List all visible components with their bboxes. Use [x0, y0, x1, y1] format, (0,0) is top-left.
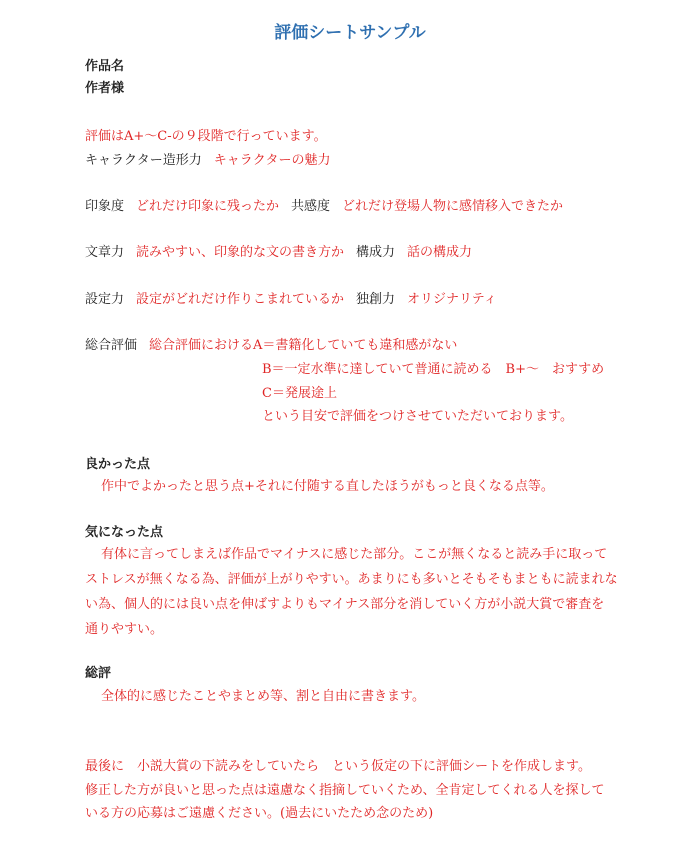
- author-label: 作者様: [85, 81, 125, 96]
- criterion-description: 設定がどれだけ作りこまれているか: [136, 292, 345, 307]
- closing-line: 最後に 小説大賞の下読みをしていたら という仮定の下に評価シートを作成します。: [85, 759, 591, 774]
- concerns-line: ストレスが無くなる為、評価が上がりやすい。あまりにも多いとそもそもまともに読まれな: [85, 572, 618, 587]
- criterion-row-setting-originality: [85, 291, 497, 309]
- page-title: 評価シートサンプル: [274, 23, 426, 43]
- concerns-line: い為、個人的には良い点を伸ばすよりもマイナス部分を消していく方が小説大賞で審査を: [85, 597, 605, 612]
- good-points-heading: 良かった点: [85, 457, 151, 472]
- criterion-label: 独創力: [356, 292, 396, 307]
- overall-label: 総合評価: [85, 338, 138, 353]
- criterion-label: 文章力: [85, 245, 125, 260]
- good-points-text: 作中でよかったと思う点+それに付随する直したほうがもっと良くなる点等。: [101, 479, 554, 494]
- criterion-label: 構成力: [356, 245, 396, 260]
- closing-line: 修正した方が良いと思った点は遠慮なく指摘していくため、全肯定してくれる人を探して: [85, 783, 605, 798]
- overall-line: B＝一定水準に達していて普通に読める B+～ おすすめ: [262, 362, 605, 377]
- concerns-line: 有体に言ってしまえば作品でマイナスに感じた部分。ここが無くなると読み手に取って: [101, 547, 608, 562]
- overall-line: 総合評価におけるA＝書籍化していても違和感がない: [149, 338, 458, 353]
- work-title-label: 作品名: [85, 59, 125, 74]
- summary-heading: 総評: [85, 666, 112, 681]
- criterion-description: 話の構成力: [407, 245, 473, 260]
- criterion-description: どれだけ登場人物に感情移入できたか: [342, 199, 564, 214]
- criterion-label: 共感度: [291, 199, 331, 214]
- concerns-heading: 気になった点: [85, 525, 164, 540]
- rating-scale-note: 評価はA+～C-の９段階で行っています。: [85, 129, 327, 144]
- concerns-line: 通りやすい。: [85, 622, 164, 637]
- criterion-row-character: [85, 152, 331, 170]
- summary-text: 全体的に感じたことやまとめ等、割と自由に書きます。: [101, 689, 425, 704]
- overall-rating-row: [85, 337, 457, 355]
- criterion-row-impression-empathy: [85, 198, 563, 216]
- overall-line: C＝発展途上: [262, 386, 337, 401]
- criterion-label: 印象度: [85, 199, 125, 214]
- criterion-label: キャラクター造形力: [85, 153, 202, 168]
- criterion-description: キャラクターの魅力: [213, 153, 331, 168]
- criterion-description: オリジナリティ: [407, 292, 497, 307]
- closing-line: いる方の応募はご遠慮ください。(過去にいたため念のため): [85, 806, 434, 821]
- overall-line: という目安で評価をつけさせていただいております。: [262, 409, 573, 424]
- criterion-description: どれだけ印象に残ったか: [136, 199, 280, 214]
- criterion-description: 読みやすい、印象的な文の書き方か: [136, 245, 345, 260]
- criterion-label: 設定力: [85, 292, 125, 307]
- criterion-row-writing-structure: [85, 244, 472, 262]
